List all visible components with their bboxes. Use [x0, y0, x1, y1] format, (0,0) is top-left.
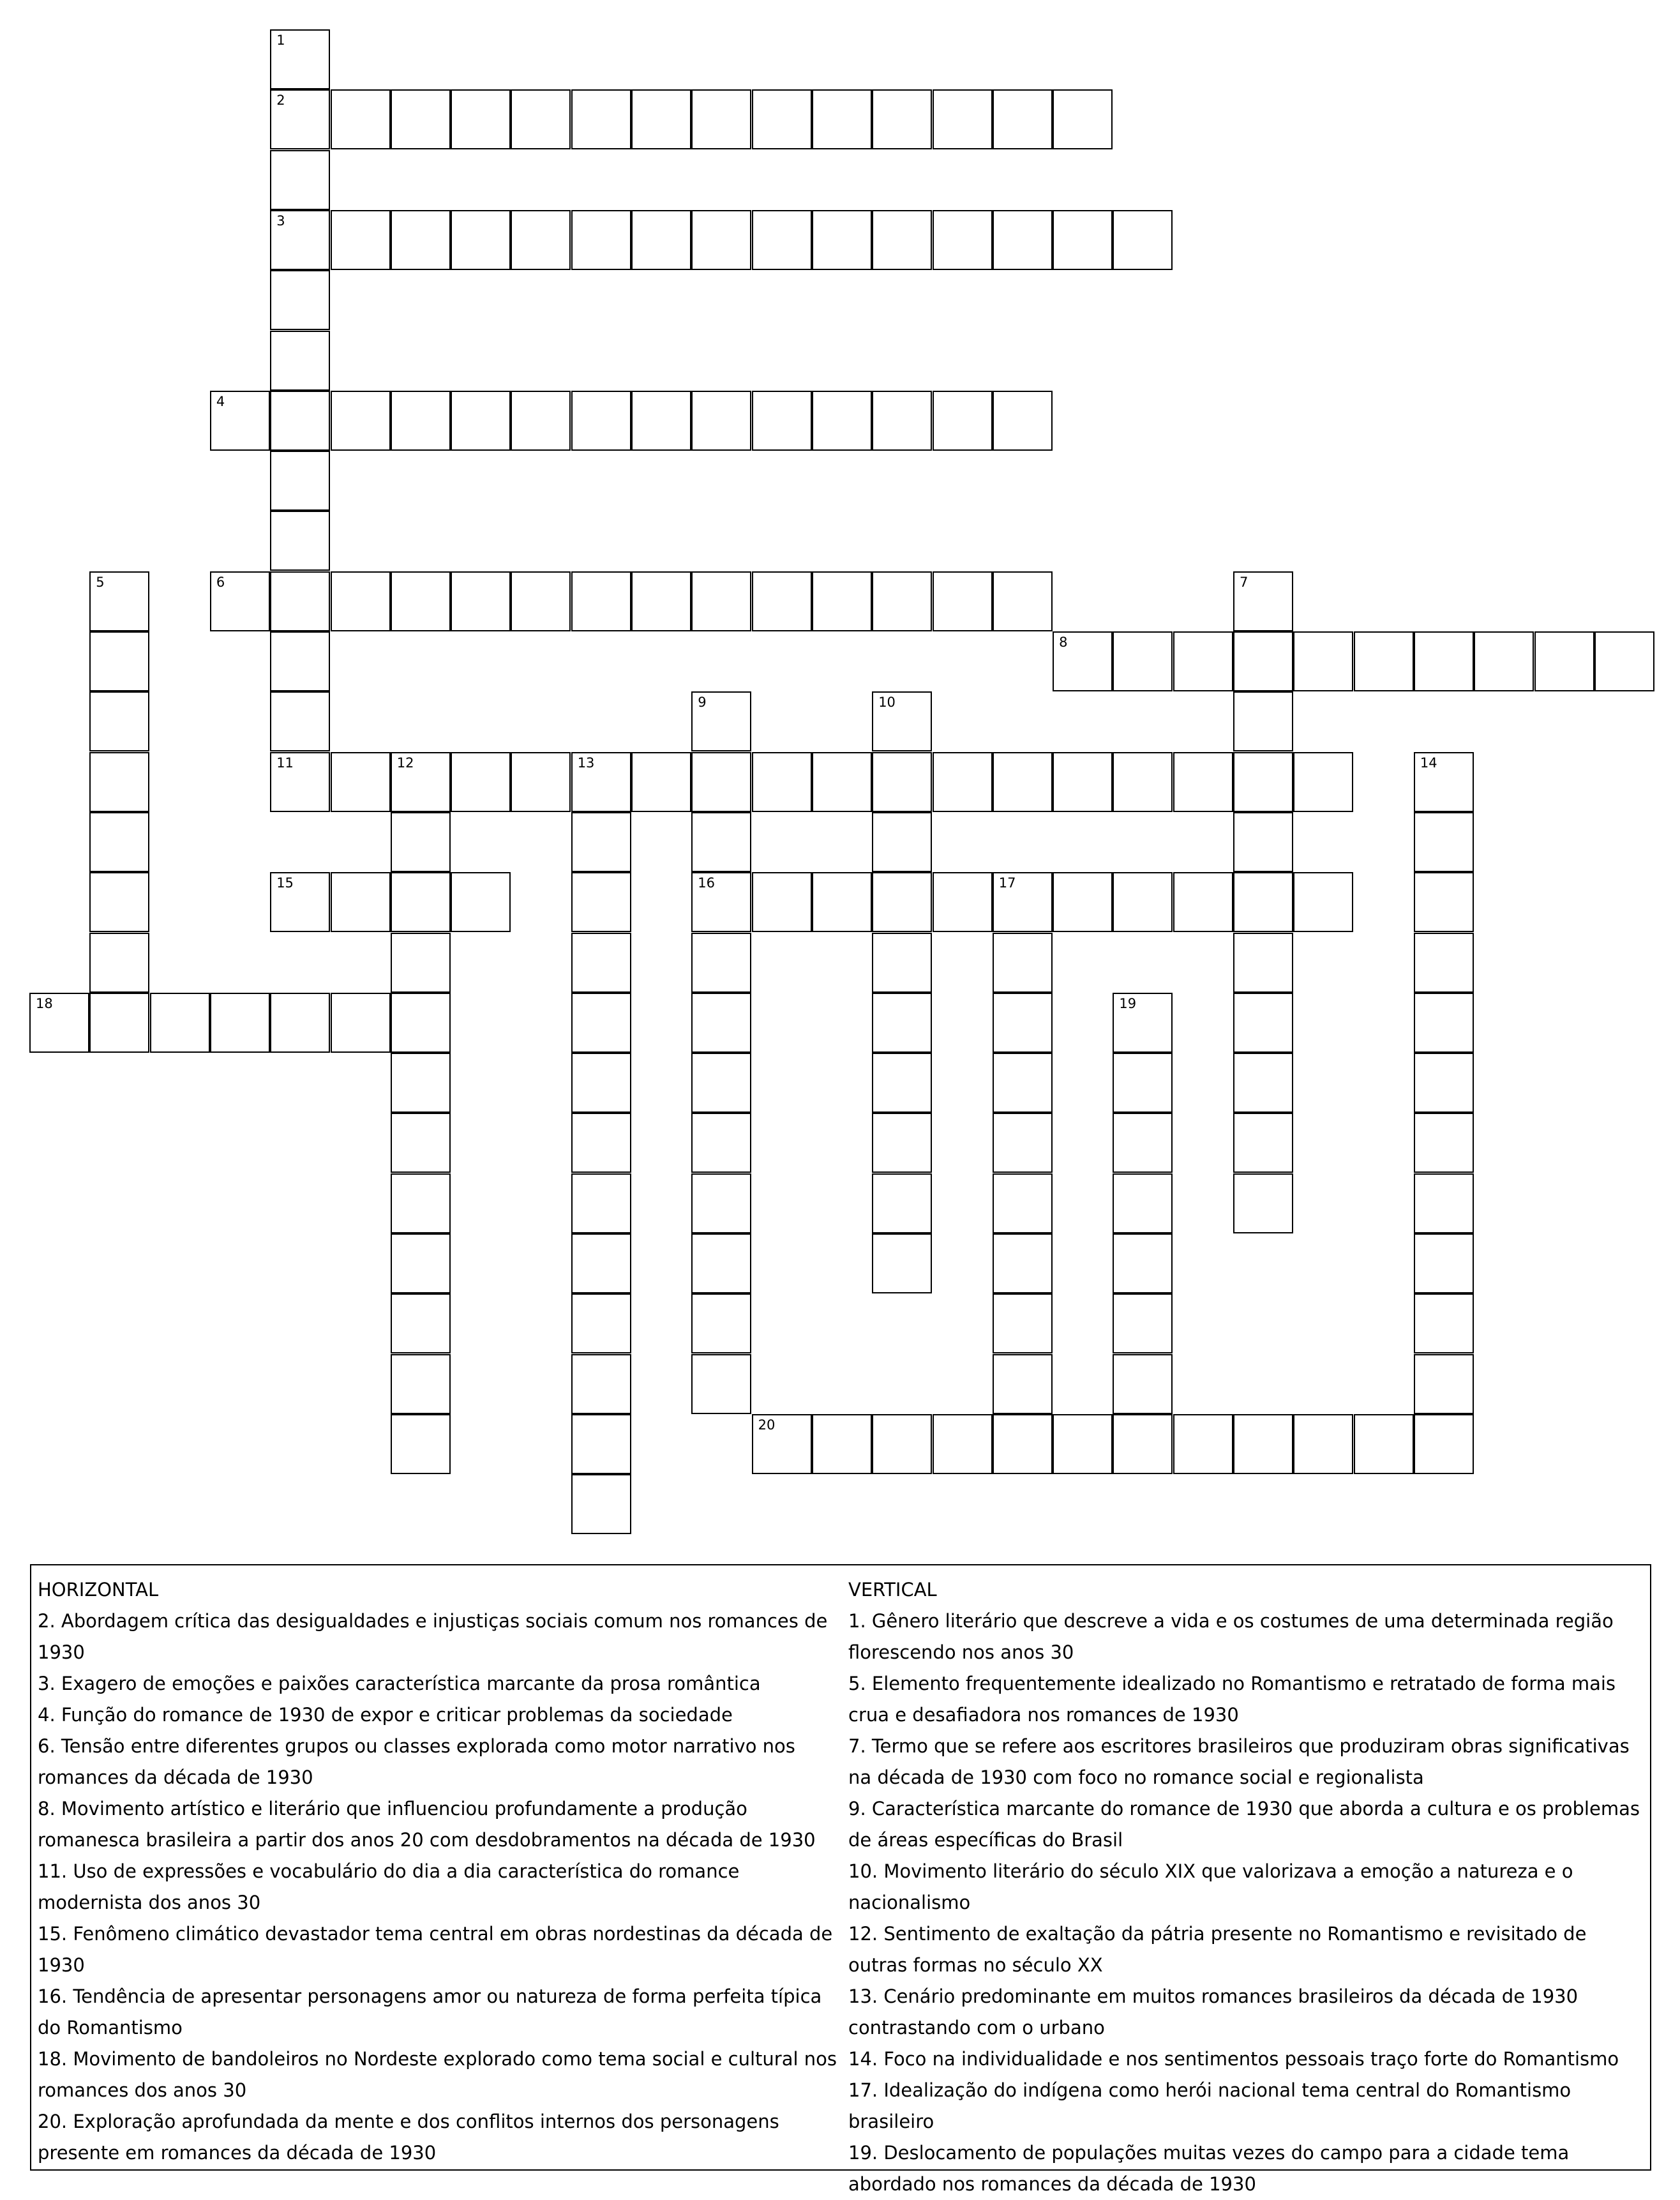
- grid-cell[interactable]: [1113, 872, 1173, 932]
- grid-cell[interactable]: [1233, 993, 1293, 1053]
- grid-cell[interactable]: [872, 691, 932, 751]
- grid-cell[interactable]: [210, 391, 270, 451]
- clue-v-5: 5. Elemento frequentemente idealizado no Romantismo e retratado de forma mais crua e desafiadora nos romances de 1930: [848, 1673, 1616, 1726]
- grid-cell[interactable]: [1053, 872, 1113, 932]
- grid-cell[interactable]: [1113, 1233, 1173, 1293]
- grid-cell[interactable]: [993, 1414, 1053, 1474]
- grid-cell[interactable]: [752, 89, 812, 149]
- grid-cell[interactable]: [1113, 993, 1173, 1053]
- grid-cell[interactable]: [1113, 1173, 1173, 1233]
- clue-h-11: 11. Uso de expressões e vocabulário do dia a dia característica do romance modernista dos anos 30: [38, 1860, 740, 1913]
- grid-cell[interactable]: [872, 1233, 932, 1293]
- grid-cell[interactable]: [872, 752, 932, 812]
- grid-cell[interactable]: [270, 331, 330, 391]
- grid-cell[interactable]: [391, 933, 451, 993]
- clue-number: 9: [698, 695, 707, 711]
- vertical-heading: VERTICAL: [848, 1579, 937, 1601]
- grid-cell[interactable]: [752, 391, 812, 451]
- grid-cell[interactable]: [872, 391, 932, 451]
- grid-cell[interactable]: [1113, 631, 1173, 691]
- grid-cell[interactable]: [1414, 1354, 1474, 1414]
- clue-h-4: 4. Função do romance de 1930 de expor e criticar problemas da sociedade: [38, 1704, 733, 1726]
- clue-h-20: 20. Exploração aprofundada da mente e dos conflitos internos dos personagens presente em romances da década de 1930: [38, 2111, 779, 2164]
- grid-cell[interactable]: [812, 752, 872, 812]
- grid-cell[interactable]: [89, 691, 149, 751]
- grid-cell[interactable]: [270, 391, 330, 451]
- grid-cell[interactable]: [89, 933, 149, 993]
- grid-cell[interactable]: [1053, 89, 1113, 149]
- grid-cell[interactable]: [1474, 631, 1534, 691]
- clue-number: 5: [96, 574, 105, 590]
- grid-cell[interactable]: [1233, 1113, 1293, 1173]
- grid-cell[interactable]: [1414, 1414, 1474, 1474]
- grid-cell[interactable]: [812, 210, 872, 270]
- grid-cell[interactable]: [150, 993, 210, 1053]
- grid-cell[interactable]: [752, 872, 812, 932]
- grid-cell[interactable]: [270, 210, 330, 270]
- grid-cell[interactable]: [1233, 1053, 1293, 1113]
- grid-cell[interactable]: [571, 1354, 631, 1414]
- grid-cell[interactable]: [391, 1354, 451, 1414]
- grid-cell[interactable]: [1414, 1113, 1474, 1173]
- grid-cell[interactable]: [1414, 631, 1474, 691]
- clue-h-3: 3. Exagero de emoções e paixões característica marcante da prosa romântica: [38, 1673, 761, 1694]
- grid-cell[interactable]: [270, 631, 330, 691]
- grid-cell[interactable]: [933, 571, 993, 631]
- grid-cell[interactable]: [391, 993, 451, 1053]
- clue-number: 3: [276, 213, 285, 229]
- grid-cell[interactable]: [391, 752, 451, 812]
- grid-cell[interactable]: [752, 210, 812, 270]
- grid-cell[interactable]: [691, 691, 751, 751]
- grid-cell[interactable]: [1113, 1113, 1173, 1173]
- clue-number: 1: [276, 33, 285, 48]
- grid-cell[interactable]: [331, 89, 391, 149]
- grid-cell[interactable]: [210, 993, 270, 1053]
- grid-cell[interactable]: [933, 1414, 993, 1474]
- grid-cell[interactable]: [933, 89, 993, 149]
- grid-cell[interactable]: [1293, 872, 1353, 932]
- grid-cell[interactable]: [89, 812, 149, 872]
- grid-cell[interactable]: [1113, 1053, 1173, 1113]
- grid-cell[interactable]: [270, 993, 330, 1053]
- grid-cell[interactable]: [1233, 691, 1293, 751]
- grid-cell[interactable]: [993, 391, 1053, 451]
- grid-cell[interactable]: [1414, 872, 1474, 932]
- clue-v-7: 7. Termo que se refere aos escritores brasileiros que produziram obras significativas na década de 1930 com foco no romance social e regionalista: [848, 1735, 1630, 1788]
- grid-cell[interactable]: [1233, 812, 1293, 872]
- grid-cell[interactable]: [1414, 1233, 1474, 1293]
- grid-cell[interactable]: [933, 391, 993, 451]
- grid-cell[interactable]: [571, 571, 631, 631]
- grid-cell[interactable]: [872, 1414, 932, 1474]
- grid-cell[interactable]: [1293, 631, 1353, 691]
- clue-number: 4: [216, 393, 225, 409]
- clue-number: 6: [216, 574, 225, 590]
- grid-cell[interactable]: [511, 89, 571, 149]
- grid-cell[interactable]: [89, 872, 149, 932]
- grid-cell[interactable]: [571, 1474, 631, 1534]
- grid-cell[interactable]: [993, 1053, 1053, 1113]
- grid-cell[interactable]: [1414, 1293, 1474, 1353]
- grid-cell[interactable]: [89, 571, 149, 631]
- clue-number: 7: [1240, 574, 1249, 590]
- grid-cell[interactable]: [631, 210, 691, 270]
- clue-v-9: 9. Característica marcante do romance de 1930 que aborda a cultura e os problemas de áreas específicas do Brasil: [848, 1798, 1640, 1851]
- grid-cell[interactable]: [1233, 1173, 1293, 1233]
- horizontal-clues: [38, 1574, 842, 2169]
- clue-h-2: 2. Abordagem crítica das desigualdades e injustiças sociais comum nos romances de 1930: [38, 1610, 828, 1663]
- grid-cell[interactable]: [270, 29, 330, 89]
- clue-v-1: 1. Gênero literário que descreve a vida e os costumes de uma determinada região florescendo nos anos 30: [848, 1610, 1614, 1663]
- grid-cell[interactable]: [391, 1173, 451, 1233]
- grid-cell[interactable]: [571, 1173, 631, 1233]
- grid-cell[interactable]: [511, 391, 571, 451]
- grid-cell[interactable]: [571, 1053, 631, 1113]
- grid-cell[interactable]: [1414, 812, 1474, 872]
- clue-v-12: 12. Sentimento de exaltação da pátria presente no Romantismo e revisitado de outras formas no século XX: [848, 1923, 1587, 1976]
- grid-cell[interactable]: [872, 1053, 932, 1113]
- grid-cell[interactable]: [1414, 993, 1474, 1053]
- grid-cell[interactable]: [331, 210, 391, 270]
- clue-number: 14: [1420, 755, 1437, 771]
- grid-cell[interactable]: [691, 993, 751, 1053]
- clue-h-15: 15. Fenômeno climático devastador tema central em obras nordestinas da década de 1930: [38, 1923, 833, 1976]
- grid-cell[interactable]: [993, 1113, 1053, 1173]
- grid-cell[interactable]: [812, 571, 872, 631]
- grid-cell[interactable]: [812, 1414, 872, 1474]
- grid-cell[interactable]: [812, 872, 872, 932]
- clue-number: 11: [276, 755, 294, 771]
- grid-cell[interactable]: [1233, 571, 1293, 631]
- grid-cell[interactable]: [270, 691, 330, 751]
- grid-cell[interactable]: [993, 993, 1053, 1053]
- grid-cell[interactable]: [1053, 1414, 1113, 1474]
- grid-cell[interactable]: [691, 752, 751, 812]
- grid-cell[interactable]: [1233, 933, 1293, 993]
- grid-cell[interactable]: [571, 1233, 631, 1293]
- grid-cell[interactable]: [270, 451, 330, 511]
- grid-cell[interactable]: [993, 89, 1053, 149]
- clue-number: 16: [698, 875, 716, 891]
- grid-cell[interactable]: [1053, 210, 1113, 270]
- grid-cell[interactable]: [993, 1233, 1053, 1293]
- grid-cell[interactable]: [1113, 1414, 1173, 1474]
- grid-cell[interactable]: [993, 872, 1053, 932]
- grid-cell[interactable]: [1173, 1414, 1233, 1474]
- grid-cell[interactable]: [451, 872, 511, 932]
- grid-cell[interactable]: [331, 872, 391, 932]
- grid-cell[interactable]: [1113, 1354, 1173, 1414]
- grid-cell[interactable]: [451, 752, 511, 812]
- grid-cell[interactable]: [1354, 631, 1414, 691]
- grid-cell[interactable]: [451, 391, 511, 451]
- grid-cell[interactable]: [691, 1053, 751, 1113]
- grid-cell[interactable]: [1233, 752, 1293, 812]
- grid-cell[interactable]: [1233, 1414, 1293, 1474]
- grid-cell[interactable]: [993, 571, 1053, 631]
- grid-cell[interactable]: [391, 89, 451, 149]
- grid-cell[interactable]: [691, 1354, 751, 1414]
- grid-cell[interactable]: [391, 1053, 451, 1113]
- grid-cell[interactable]: [89, 752, 149, 812]
- grid-cell[interactable]: [1053, 631, 1113, 691]
- clue-number: 13: [577, 755, 595, 771]
- grid-cell[interactable]: [1233, 631, 1293, 691]
- clue-number: 18: [36, 995, 53, 1011]
- clue-h-6: 6. Tensão entre diferentes grupos ou classes explorada como motor narrativo nos romances da década de 1930: [38, 1735, 795, 1788]
- grid-cell[interactable]: [571, 933, 631, 993]
- grid-cell[interactable]: [331, 391, 391, 451]
- grid-cell[interactable]: [872, 1173, 932, 1233]
- grid-cell[interactable]: [210, 571, 270, 631]
- clue-number: 8: [1059, 635, 1068, 650]
- grid-cell[interactable]: [752, 1414, 812, 1474]
- grid-cell[interactable]: [691, 89, 751, 149]
- grid-cell[interactable]: [511, 571, 571, 631]
- grid-cell[interactable]: [691, 1113, 751, 1173]
- grid-cell[interactable]: [451, 571, 511, 631]
- grid-cell[interactable]: [89, 993, 149, 1053]
- grid-cell[interactable]: [691, 1293, 751, 1353]
- grid-cell[interactable]: [1534, 631, 1594, 691]
- grid-cell[interactable]: [391, 1113, 451, 1173]
- clue-number: 2: [276, 93, 285, 109]
- grid-cell[interactable]: [1594, 631, 1654, 691]
- grid-cell[interactable]: [691, 1173, 751, 1233]
- grid-cell[interactable]: [391, 1233, 451, 1293]
- grid-cell[interactable]: [270, 752, 330, 812]
- grid-cell[interactable]: [872, 571, 932, 631]
- grid-cell[interactable]: [1414, 1053, 1474, 1113]
- grid-cell[interactable]: [391, 391, 451, 451]
- grid-cell[interactable]: [872, 89, 932, 149]
- grid-cell[interactable]: [270, 270, 330, 330]
- grid-cell[interactable]: [270, 571, 330, 631]
- grid-cell[interactable]: [993, 933, 1053, 993]
- grid-cell[interactable]: [270, 89, 330, 149]
- grid-cell[interactable]: [691, 391, 751, 451]
- grid-cell[interactable]: [571, 752, 631, 812]
- clue-v-10: 10. Movimento literário do século XIX que valorizava a emoção a natureza e o nacionalismo: [848, 1860, 1573, 1913]
- clue-h-16: 16. Tendência de apresentar personagens amor ou natureza de forma perfeita típica do Romantismo: [38, 1985, 822, 2038]
- grid-cell[interactable]: [29, 993, 89, 1053]
- grid-cell[interactable]: [812, 89, 872, 149]
- grid-cell[interactable]: [1113, 1293, 1173, 1353]
- grid-cell[interactable]: [691, 933, 751, 993]
- grid-cell[interactable]: [571, 210, 631, 270]
- grid-cell[interactable]: [872, 210, 932, 270]
- grid-cell[interactable]: [691, 872, 751, 932]
- grid-cell[interactable]: [331, 752, 391, 812]
- grid-cell[interactable]: [571, 1414, 631, 1474]
- grid-cell[interactable]: [571, 812, 631, 872]
- grid-cell[interactable]: [631, 391, 691, 451]
- clue-number: 12: [396, 755, 414, 771]
- grid-cell[interactable]: [1173, 631, 1233, 691]
- grid-cell[interactable]: [511, 210, 571, 270]
- grid-cell[interactable]: [270, 511, 330, 571]
- grid-cell[interactable]: [331, 571, 391, 631]
- clue-h-18: 18. Movimento de bandoleiros no Nordeste explorado como tema social e cultural nos romances dos anos 30: [38, 2048, 837, 2101]
- grid-cell[interactable]: [691, 1233, 751, 1293]
- clue-number: 19: [1119, 995, 1137, 1011]
- clue-v-14: 14. Foco na individualidade e nos sentimentos pessoais traço forte do Romantismo: [848, 2048, 1619, 2070]
- grid-cell[interactable]: [1113, 752, 1173, 812]
- grid-cell[interactable]: [270, 150, 330, 210]
- clues-box: [30, 1564, 1651, 2195]
- grid-cell[interactable]: [812, 391, 872, 451]
- grid-cell[interactable]: [631, 571, 691, 631]
- grid-cell[interactable]: [1233, 872, 1293, 932]
- clue-h-8: 8. Movimento artístico e literário que influenciou profundamente a produção romanesca brasileira a partir dos anos 20 com desdobramentos na década de 1930: [38, 1798, 816, 1851]
- vertical-clues: [848, 1574, 1646, 2200]
- grid-cell[interactable]: [571, 1113, 631, 1173]
- grid-cell[interactable]: [933, 752, 993, 812]
- grid-cell[interactable]: [1173, 752, 1233, 812]
- grid-cell[interactable]: [993, 1293, 1053, 1353]
- grid-cell[interactable]: [752, 752, 812, 812]
- grid-cell[interactable]: [1414, 752, 1474, 812]
- grid-cell[interactable]: [270, 872, 330, 932]
- grid-cell[interactable]: [631, 752, 691, 812]
- clue-v-13: 13. Cenário predominante em muitos romances brasileiros da década de 1930 contrastando com o urbano: [848, 1985, 1579, 2038]
- grid-cell[interactable]: [1113, 210, 1173, 270]
- grid-cell[interactable]: [691, 210, 751, 270]
- grid-cell[interactable]: [993, 1173, 1053, 1233]
- grid-cell[interactable]: [1293, 752, 1353, 812]
- grid-cell[interactable]: [691, 571, 751, 631]
- grid-cell[interactable]: [571, 89, 631, 149]
- grid-cell[interactable]: [331, 993, 391, 1053]
- grid-cell[interactable]: [391, 1293, 451, 1353]
- grid-cell[interactable]: [1414, 933, 1474, 993]
- grid-cell[interactable]: [872, 1113, 932, 1173]
- clue-number: 10: [878, 695, 896, 711]
- grid-cell[interactable]: [571, 993, 631, 1053]
- grid-cell[interactable]: [1293, 1414, 1353, 1474]
- grid-cell[interactable]: [571, 1293, 631, 1353]
- grid-cell[interactable]: [571, 872, 631, 932]
- clue-number: 17: [998, 875, 1016, 891]
- clue-v-19: 19. Deslocamento de populações muitas vezes do campo para a cidade tema abordado nos romances da década de 1930: [848, 2142, 1570, 2195]
- clue-number: 20: [758, 1417, 776, 1433]
- grid-cell[interactable]: [1173, 872, 1233, 932]
- grid-cell[interactable]: [872, 993, 932, 1053]
- grid-cell[interactable]: [872, 872, 932, 932]
- grid-cell[interactable]: [752, 571, 812, 631]
- grid-cell[interactable]: [451, 89, 511, 149]
- grid-cell[interactable]: [391, 571, 451, 631]
- grid-cell[interactable]: [933, 872, 993, 932]
- clue-number: 15: [276, 875, 294, 891]
- grid-cell[interactable]: [391, 872, 451, 932]
- grid-cell[interactable]: [1414, 1173, 1474, 1233]
- grid-cell[interactable]: [391, 210, 451, 270]
- grid-cell[interactable]: [89, 631, 149, 691]
- grid-cell[interactable]: [993, 210, 1053, 270]
- grid-cell[interactable]: [872, 933, 932, 993]
- grid-cell[interactable]: [872, 812, 932, 872]
- grid-cell[interactable]: [691, 812, 751, 872]
- grid-cell[interactable]: [571, 391, 631, 451]
- horizontal-heading: HORIZONTAL: [38, 1579, 159, 1601]
- clue-v-17: 17. Idealização do indígena como herói nacional tema central do Romantismo brasileiro: [848, 2079, 1571, 2132]
- grid-cell[interactable]: [451, 210, 511, 270]
- grid-cell[interactable]: [933, 210, 993, 270]
- grid-cell[interactable]: [631, 89, 691, 149]
- grid-cell[interactable]: [1053, 752, 1113, 812]
- grid-cell[interactable]: [1354, 1414, 1414, 1474]
- grid-cell[interactable]: [511, 752, 571, 812]
- grid-cell[interactable]: [391, 812, 451, 872]
- grid-cell[interactable]: [391, 1414, 451, 1474]
- grid-cell[interactable]: [993, 752, 1053, 812]
- grid-cell[interactable]: [993, 1354, 1053, 1414]
